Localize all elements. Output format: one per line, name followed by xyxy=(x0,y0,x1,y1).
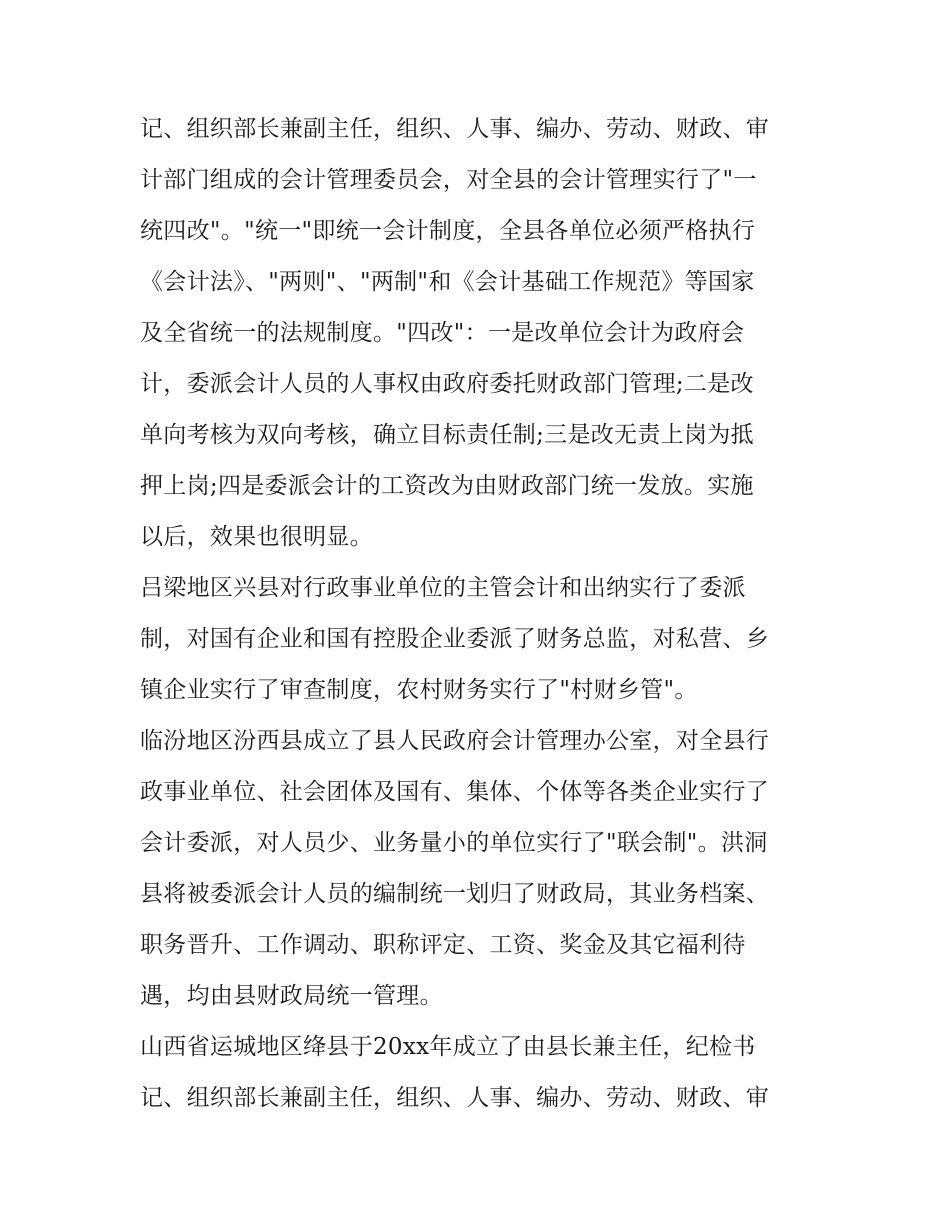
text-line: 政事业单位、社会团体及国有、集体、个体等各类企业实行了 xyxy=(140,779,770,805)
text-line: 计，委派会计人员的人事权由政府委托财政部门管理;二是改 xyxy=(140,371,754,397)
text-line: 会计委派，对人员少、业务量小的单位实行了"联会制"。洪洞 xyxy=(140,830,768,856)
text-line: 镇企业实行了审查制度，农村财务实行了"村财乡管"。 xyxy=(140,677,698,703)
text-line: 及全省统一的法规制度。"四改"：一是改单位会计为政府会 xyxy=(140,320,745,346)
text-line: 山西省运城地区绛县于20xx年成立了由县长兼主任，纪检书 xyxy=(140,1034,756,1060)
text-line: 《会计法》、"两则"、"两制"和《会计基础工作规范》等国家 xyxy=(140,269,755,295)
text-line: 记、组织部长兼副主任，组织、人事、编办、劳动、财政、审 xyxy=(140,1085,770,1111)
text-line: 记、组织部长兼副主任，组织、人事、编办、劳动、财政、审 xyxy=(140,116,770,142)
text-line: 制，对国有企业和国有控股企业委派了财务总监，对私营、乡 xyxy=(140,626,770,652)
text-line: 押上岗;四是委派会计的工资改为由财政部门统一发放。实施 xyxy=(140,473,754,499)
text-line: 吕梁地区兴县对行政事业单位的主管会计和出纳实行了委派 xyxy=(140,575,746,601)
text-line: 职务晋升、工作调动、职称评定、工资、奖金及其它福利待 xyxy=(140,932,746,958)
text-line: 遇，均由县财政局统一管理。 xyxy=(140,983,443,1009)
text-line: 临汾地区汾西县成立了县人民政府会计管理办公室，对全县行 xyxy=(140,728,770,754)
text-line: 单向考核为双向考核，确立目标责任制;三是改无责上岗为抵 xyxy=(140,422,754,448)
text-line: 以后，效果也很明显。 xyxy=(140,524,373,550)
text-line: 统四改"。"统一"即统一会计制度，全县各单位必须严格执行 xyxy=(140,218,756,244)
text-line: 计部门组成的会计管理委员会，对全县的会计管理实行了"一 xyxy=(140,167,757,193)
document-body xyxy=(140,104,820,1124)
text-line: 县将被委派会计人员的编制统一划归了财政局，其业务档案、 xyxy=(140,881,770,907)
